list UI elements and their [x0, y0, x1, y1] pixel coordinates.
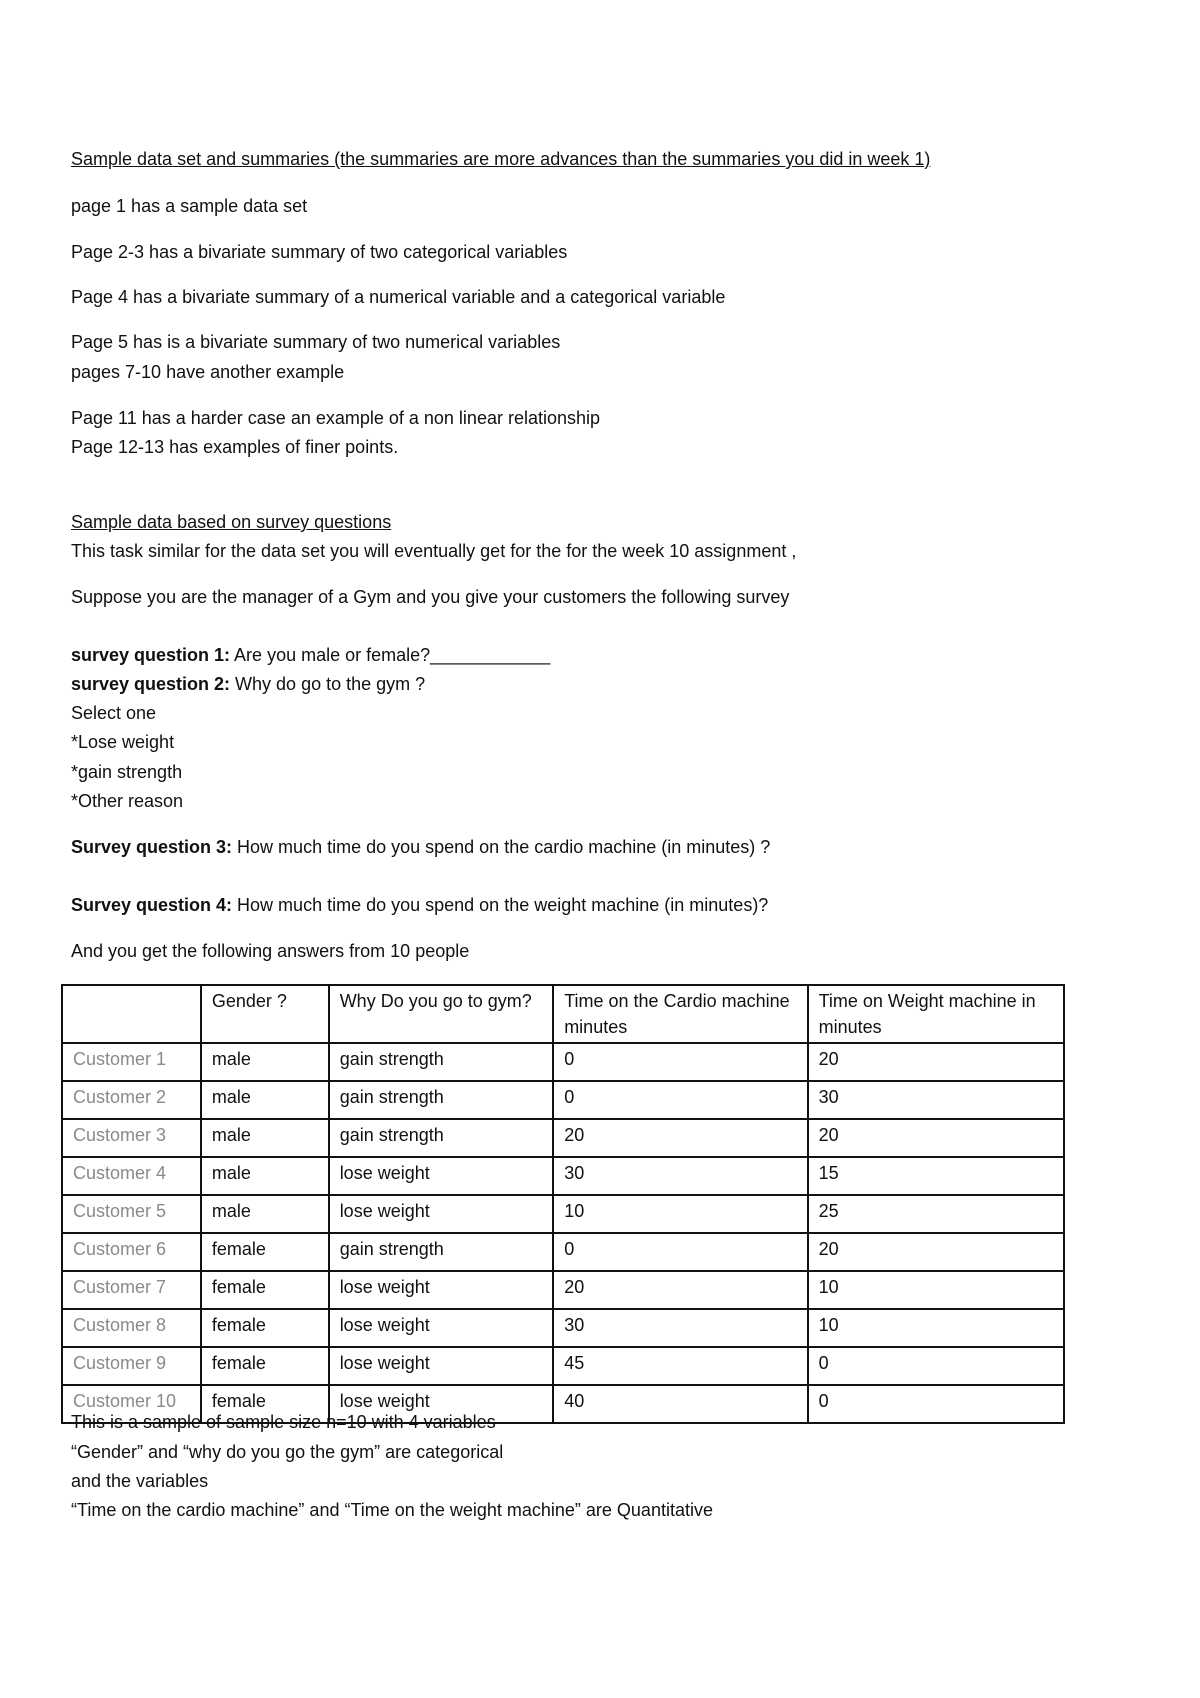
- option-item: *gain strength: [71, 762, 183, 782]
- table-header-cell: [62, 985, 201, 1043]
- intro-item: Page 12-13 has examples of finer points.: [71, 437, 399, 457]
- intro-item: page 1 has a sample data set: [71, 196, 308, 216]
- conclusion-line: This is a sample of sample size n=10 with 4 variables: [71, 1412, 496, 1432]
- table-cell: lose weight: [329, 1309, 554, 1347]
- intro-item: Page 5 has is a bivariate summary of two numerical variables: [71, 332, 561, 352]
- survey-question-2: [71, 673, 425, 695]
- table-cell: male: [201, 1157, 329, 1195]
- table-row: [62, 1119, 1064, 1157]
- table-cell: female: [201, 1271, 329, 1309]
- customer-label-cell: Customer 7: [62, 1271, 201, 1309]
- conclusion-line: and the variables: [71, 1471, 209, 1491]
- customer-label-cell: Customer 2: [62, 1081, 201, 1119]
- table-cell: 25: [808, 1195, 1064, 1233]
- table-cell: gain strength: [329, 1119, 554, 1157]
- table-cell: 20: [808, 1119, 1064, 1157]
- table-cell: lose weight: [329, 1271, 554, 1309]
- table-cell: female: [201, 1309, 329, 1347]
- table-cell: male: [201, 1081, 329, 1119]
- table-cell: 0: [808, 1385, 1064, 1423]
- table-cell: female: [201, 1385, 329, 1423]
- table-cell: female: [201, 1347, 329, 1385]
- intro-item: Page 11 has a harder case an example of a non linear relationship: [71, 408, 601, 428]
- table-cell: male: [201, 1043, 329, 1081]
- table-cell: lose weight: [329, 1347, 554, 1385]
- table-cell: gain strength: [329, 1043, 554, 1081]
- customer-label-cell: Customer 10: [62, 1385, 201, 1423]
- question-label: survey question 1:: [71, 645, 231, 665]
- table-row: [62, 1233, 1064, 1271]
- table-header-cell: Time on Weight machine in minutes: [808, 985, 1064, 1043]
- table-row: [62, 1043, 1064, 1081]
- table-cell: gain strength: [329, 1081, 554, 1119]
- customer-label-cell: Customer 9: [62, 1347, 201, 1385]
- table-header-cell: Why Do you go to gym?: [329, 985, 554, 1043]
- intro-item: pages 7-10 have another example: [71, 362, 345, 382]
- scenario-text: Suppose you are the manager of a Gym and you give your customers the following survey: [71, 587, 790, 607]
- responses-table: [61, 984, 1065, 1424]
- table-cell: 15: [808, 1157, 1064, 1195]
- table-cell: 0: [808, 1347, 1064, 1385]
- option-item: *Other reason: [71, 791, 184, 811]
- survey-question-1: [71, 644, 550, 666]
- table-header-cell: Time on the Cardio machine minutes: [553, 985, 807, 1043]
- survey-question-4: [71, 894, 768, 916]
- select-one-text: Select one: [71, 703, 157, 723]
- table-cell: 20: [808, 1233, 1064, 1271]
- table-cell: 30: [553, 1157, 807, 1195]
- question-label: Survey question 3:: [71, 837, 233, 857]
- table-row: [62, 1157, 1064, 1195]
- table-header-cell: Gender ?: [201, 985, 329, 1043]
- intro-heading: Sample data set and summaries (the summaries are more advances than the summaries you did in week 1): [71, 149, 931, 169]
- customer-label-cell: Customer 4: [62, 1157, 201, 1195]
- table-cell: 0: [553, 1043, 807, 1081]
- table-cell: male: [201, 1119, 329, 1157]
- table-cell: 40: [553, 1385, 807, 1423]
- table-cell: male: [201, 1195, 329, 1233]
- table-cell: 10: [808, 1271, 1064, 1309]
- table-cell: 20: [553, 1119, 807, 1157]
- customer-label-cell: Customer 3: [62, 1119, 201, 1157]
- customer-label-cell: Customer 5: [62, 1195, 201, 1233]
- survey-heading: Sample data based on survey questions: [71, 512, 392, 532]
- question-label: Survey question 4:: [71, 895, 233, 915]
- conclusion-line: “Time on the cardio machine” and “Time on the weight machine” are Quantitative: [71, 1500, 713, 1520]
- table-row: [62, 1271, 1064, 1309]
- table-header-row: [62, 985, 1064, 1043]
- question-text: How much time do you spend on the weight machine (in minutes)?: [232, 895, 769, 915]
- table-cell: 30: [808, 1081, 1064, 1119]
- answers-intro: And you get the following answers from 10 people: [71, 941, 470, 961]
- survey-question-3: [71, 836, 770, 858]
- table-cell: lose weight: [329, 1157, 554, 1195]
- question-text: Why do go to the gym ?: [230, 674, 426, 694]
- table-cell: 10: [808, 1309, 1064, 1347]
- table-cell: lose weight: [329, 1195, 554, 1233]
- table-cell: 10: [553, 1195, 807, 1233]
- customer-label-cell: Customer 6: [62, 1233, 201, 1271]
- task-note: This task similar for the data set you will eventually get for the for the week 10 assignment ,: [71, 541, 797, 561]
- table-row: [62, 1081, 1064, 1119]
- question-text: How much time do you spend on the cardio machine (in minutes) ?: [232, 837, 771, 857]
- customer-label-cell: Customer 1: [62, 1043, 201, 1081]
- table-cell: 0: [553, 1081, 807, 1119]
- table-cell: lose weight: [329, 1385, 554, 1423]
- table-cell: 30: [553, 1309, 807, 1347]
- question-label: survey question 2:: [71, 674, 231, 694]
- customer-label-cell: Customer 8: [62, 1309, 201, 1347]
- table-row: [62, 1195, 1064, 1233]
- option-item: *Lose weight: [71, 732, 175, 752]
- table-cell: gain strength: [329, 1233, 554, 1271]
- table-cell: 20: [553, 1271, 807, 1309]
- table-cell: 20: [808, 1043, 1064, 1081]
- table-row: [62, 1309, 1064, 1347]
- table-row: [62, 1347, 1064, 1385]
- table-cell: 0: [553, 1233, 807, 1271]
- table-cell: female: [201, 1233, 329, 1271]
- conclusion-line: “Gender” and “why do you go the gym” are categorical: [71, 1442, 504, 1462]
- table-cell: 45: [553, 1347, 807, 1385]
- question-text: Are you male or female?____________: [230, 645, 551, 665]
- intro-item: Page 2-3 has a bivariate summary of two categorical variables: [71, 242, 568, 262]
- intro-item: Page 4 has a bivariate summary of a numerical variable and a categorical variable: [71, 287, 726, 307]
